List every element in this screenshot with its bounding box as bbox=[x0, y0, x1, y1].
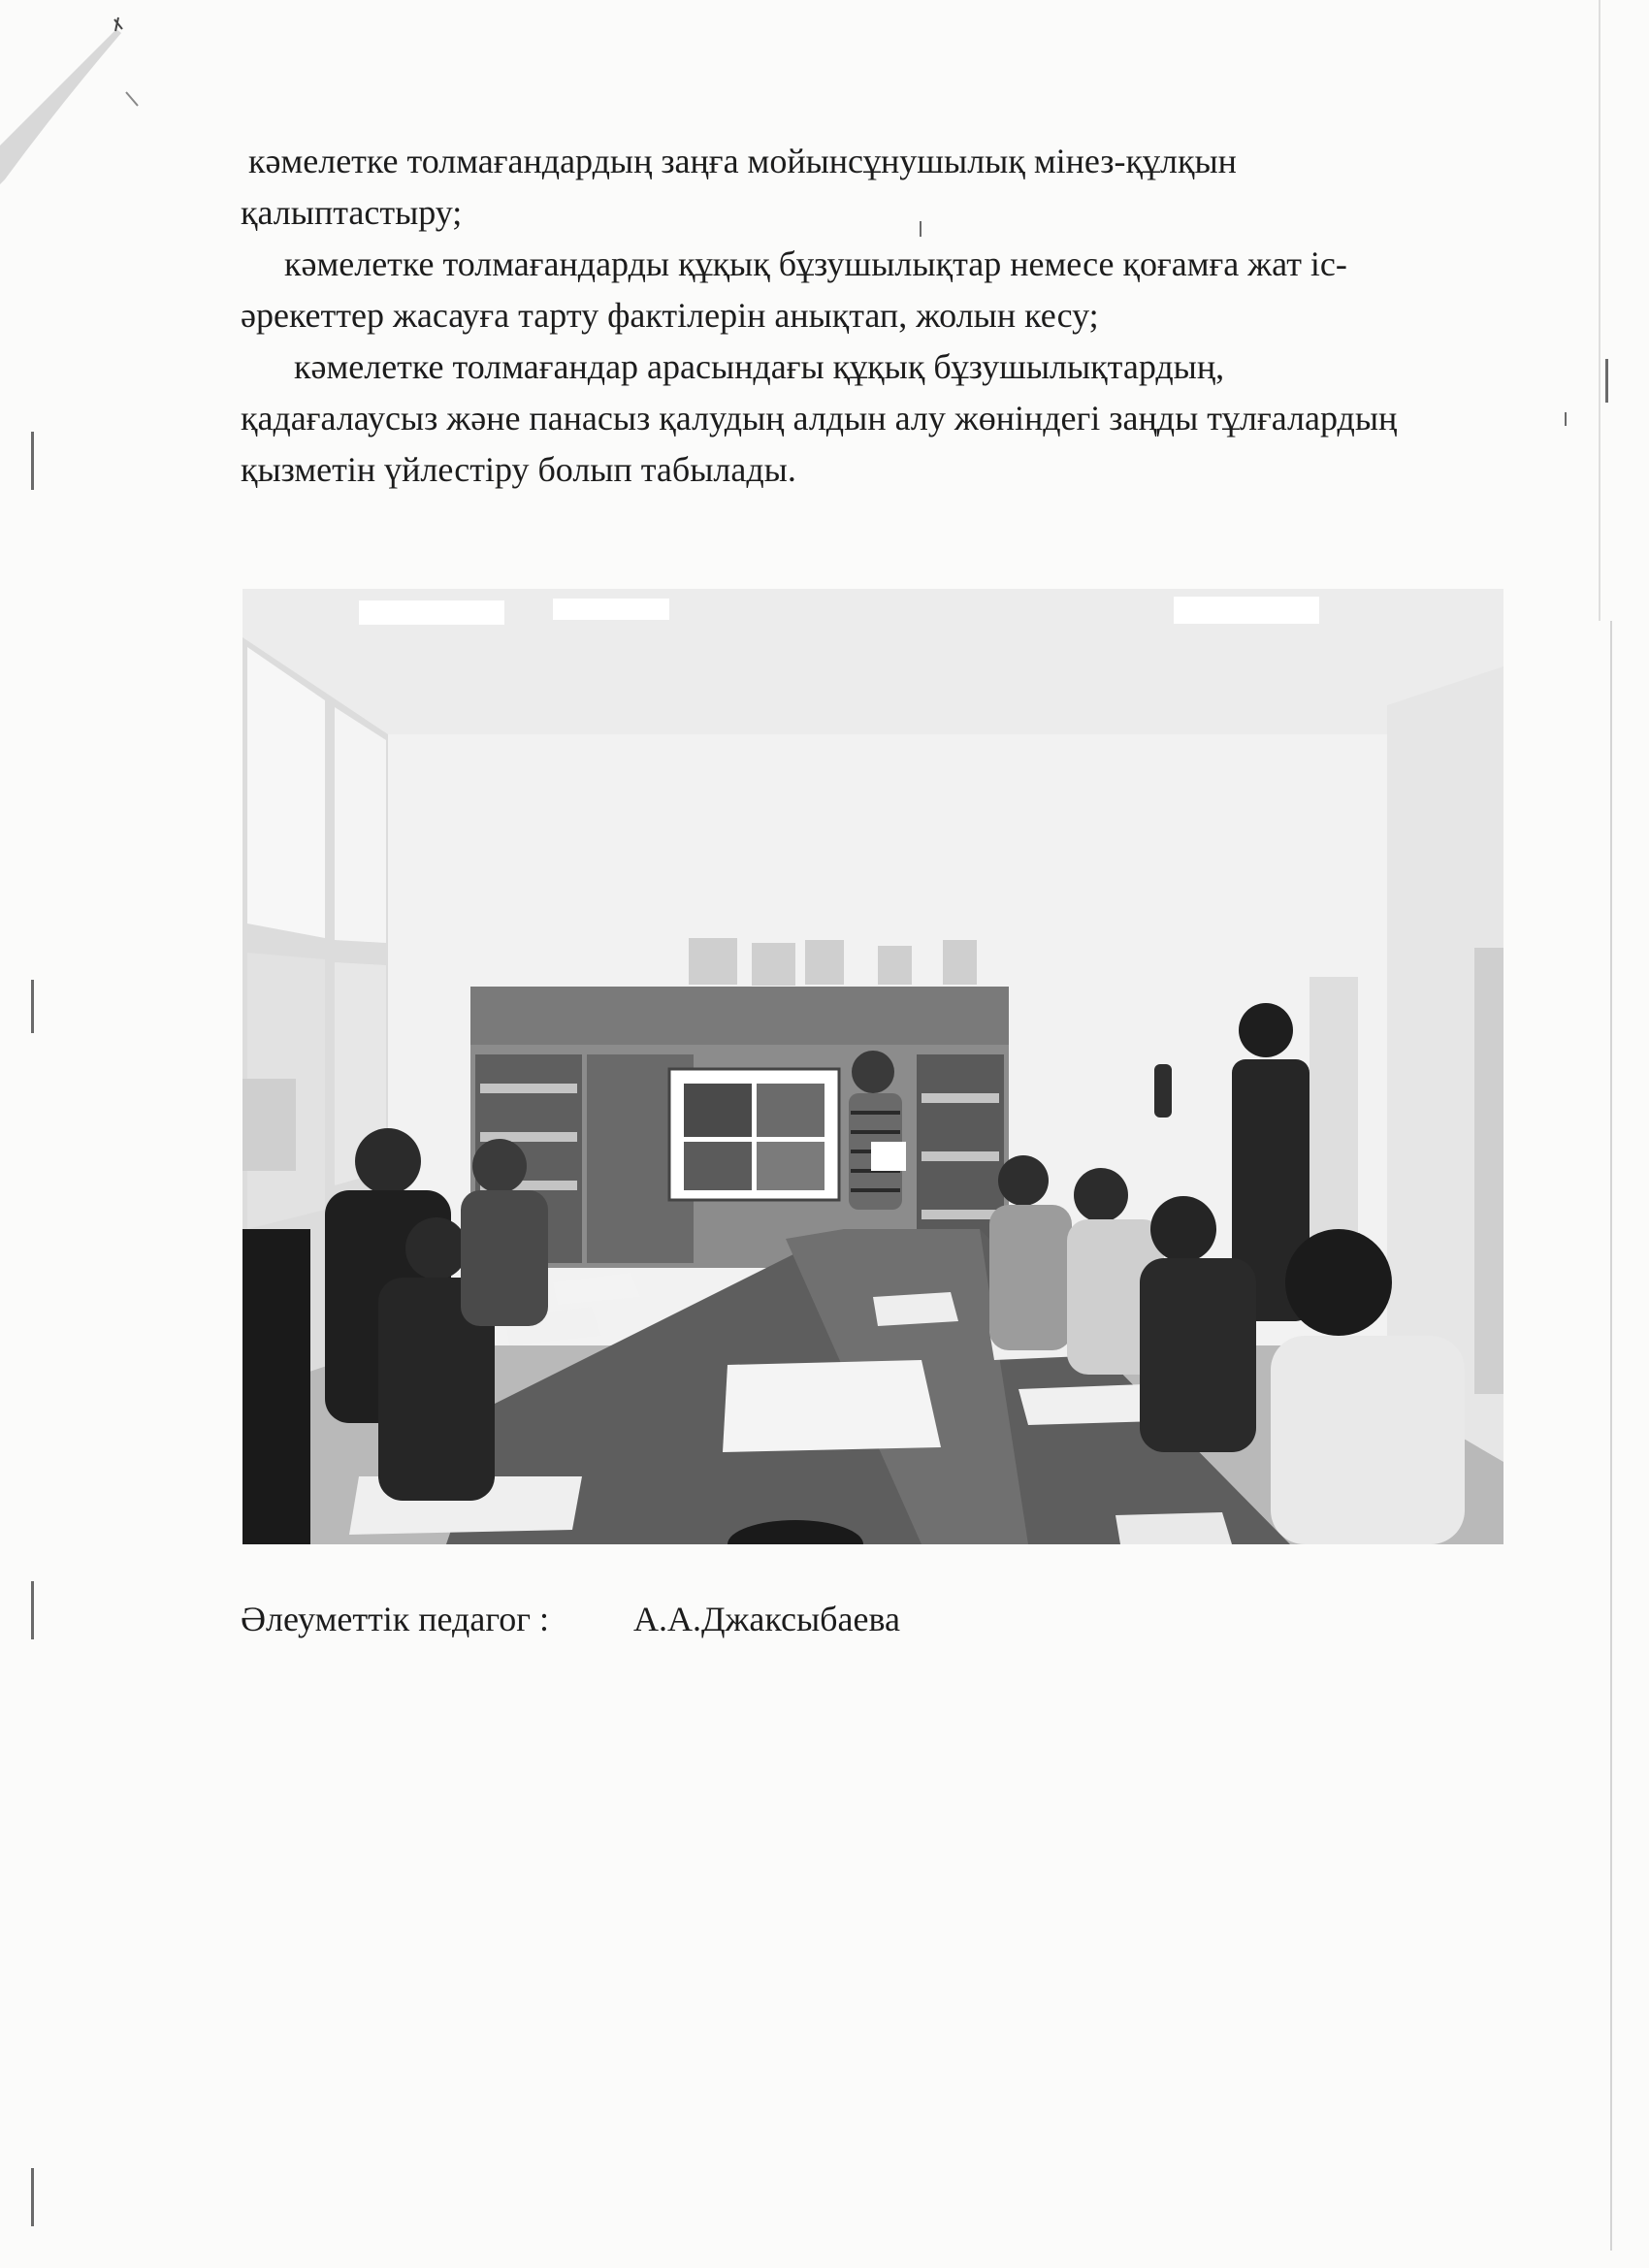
classroom-photo bbox=[242, 589, 1504, 1544]
signature-role: Әлеуметтік педагог : bbox=[241, 1600, 549, 1638]
signature-name: А.А.Джаксыбаева bbox=[633, 1600, 900, 1638]
paragraph-1 bbox=[241, 136, 1521, 239]
scan-line-left bbox=[31, 980, 34, 1033]
signature-line bbox=[241, 1599, 900, 1639]
text-line: әрекеттер жасауға тарту фактілерін анықтап, жолын кесу; bbox=[241, 296, 1099, 335]
paragraph-2 bbox=[241, 239, 1521, 341]
text-line: кәмелетке толмағандар арасындағы құқық бұзушылықтардың, bbox=[294, 347, 1225, 386]
text-line: кәмелетке толмағандарды құқық бұзушылықтар немесе қоғамға жат іс- bbox=[284, 244, 1347, 283]
scan-line-right bbox=[1605, 359, 1608, 403]
text-line: қызметін үйлестіру болып табылады. bbox=[241, 450, 796, 489]
scan-line-left bbox=[31, 1581, 34, 1639]
paragraph-3 bbox=[241, 341, 1521, 496]
scan-line-left bbox=[31, 432, 34, 490]
scan-dot bbox=[1565, 412, 1567, 426]
document-body bbox=[241, 136, 1521, 496]
text-line: қалыптастыру; bbox=[241, 193, 463, 232]
text-line: қадағалаусыз және панасыз қалудың алдын алу жөніндегі заңды тұлғалардың bbox=[241, 399, 1398, 437]
scan-line-left bbox=[31, 2168, 34, 2226]
scan-corner-artifact bbox=[0, 0, 155, 194]
text-line: кәмелетке толмағандардың заңға мойынсұнушылық мінез-құлқын bbox=[248, 142, 1237, 180]
scan-line-right bbox=[1599, 0, 1600, 621]
scan-line-right bbox=[1610, 621, 1612, 2251]
